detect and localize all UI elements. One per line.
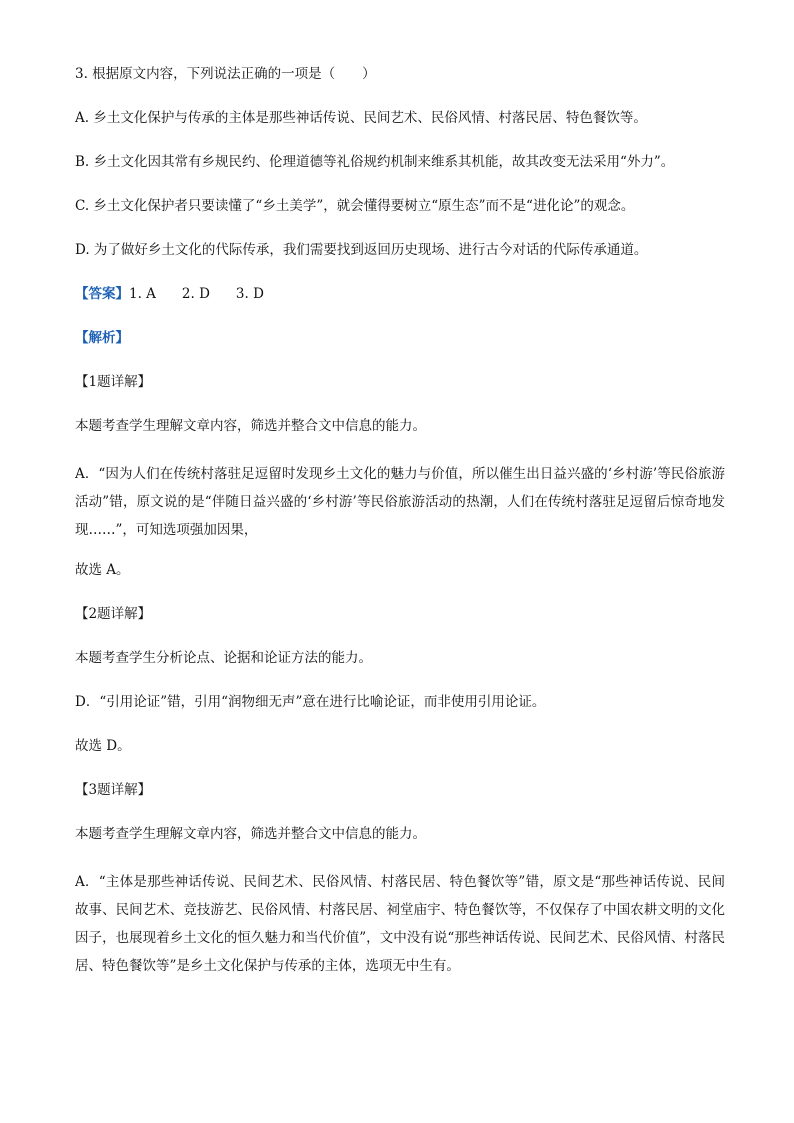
answer-line <box>75 284 725 304</box>
answer-label: 【答案】 <box>75 286 129 302</box>
answer-item-2: 2. D <box>181 286 210 302</box>
detail-1-conclusion: 故选 A。 <box>75 562 130 578</box>
detail-2-conclusion: 故选 D。 <box>75 738 131 754</box>
question-3-option-b: B. 乡土文化因其常有乡规民约、伦理道德等礼俗规约机制来维系其机能，故其改变无法采用“外力”。 <box>75 154 675 170</box>
detail-3-heading: 【3题详解】 <box>75 782 152 798</box>
detail-1-heading: 【1题详解】 <box>75 374 152 390</box>
detail-1-body: A．“因为人们在传统村落驻足逗留时发现乡土文化的魅力与价值，所以催生出日益兴盛的‘乡村游’等民俗旅游活动”错，原文说的是“伴随日益兴盛的‘乡村游’等民俗旅游活动的热潮，人们在传统村落驻足逗留后惊奇地发现……”，可知选项强加因果， <box>75 466 725 538</box>
question-3-option-c: C. 乡土文化保护者只要读懂了“乡土美学”，就会懂得要树立“原生态”而不是“进化论”的观念。 <box>75 198 635 214</box>
detail-3-body: A．“主体是那些神话传说、民间艺术、民俗风情、村落民居、特色餐饮等”错，原文是“那些神话传说、民间故事、民间艺术、竞技游艺、民俗风情、村落民居、祠堂庙宇、特色餐饮等，不仅保存了中国农耕文明的文化因子，也展现着乡土文化的恒久魅力和当代价值”，文中没有说“那些神话传说、民间艺术、民俗风情、村落民居、特色餐饮等”是乡土文化保护与传承的主体，选项无中生有。 <box>75 874 725 974</box>
answer-item-3: 3. D <box>235 286 264 302</box>
detail-1-intro: 本题考查学生理解文章内容，筛选并整合文中信息的能力。 <box>75 418 426 434</box>
document-page <box>75 64 725 980</box>
answer-item-1: 1. A <box>129 286 156 302</box>
question-3-option-d: D. 为了做好乡土文化的代际传承，我们需要找到返回历史现场、进行古今对话的代际传承通道。 <box>75 242 648 258</box>
detail-2-heading: 【2题详解】 <box>75 606 152 622</box>
detail-2-intro: 本题考查学生分析论点、论据和论证方法的能力。 <box>75 650 372 666</box>
question-3-option-a: A. 乡土文化保护与传承的主体是那些神话传说、民间艺术、民俗风情、村落民居、特色餐饮等。 <box>75 110 647 126</box>
detail-3-intro: 本题考查学生理解文章内容，筛选并整合文中信息的能力。 <box>75 826 426 842</box>
question-3-stem: 3. 根据原文内容，下列说法正确的一项是（ ） <box>75 66 376 82</box>
analysis-label: 【解析】 <box>75 330 129 346</box>
detail-2-body: D．“引用论证”错，引用“润物细无声”意在进行比喻论证，而非使用引用论证。 <box>75 694 546 710</box>
